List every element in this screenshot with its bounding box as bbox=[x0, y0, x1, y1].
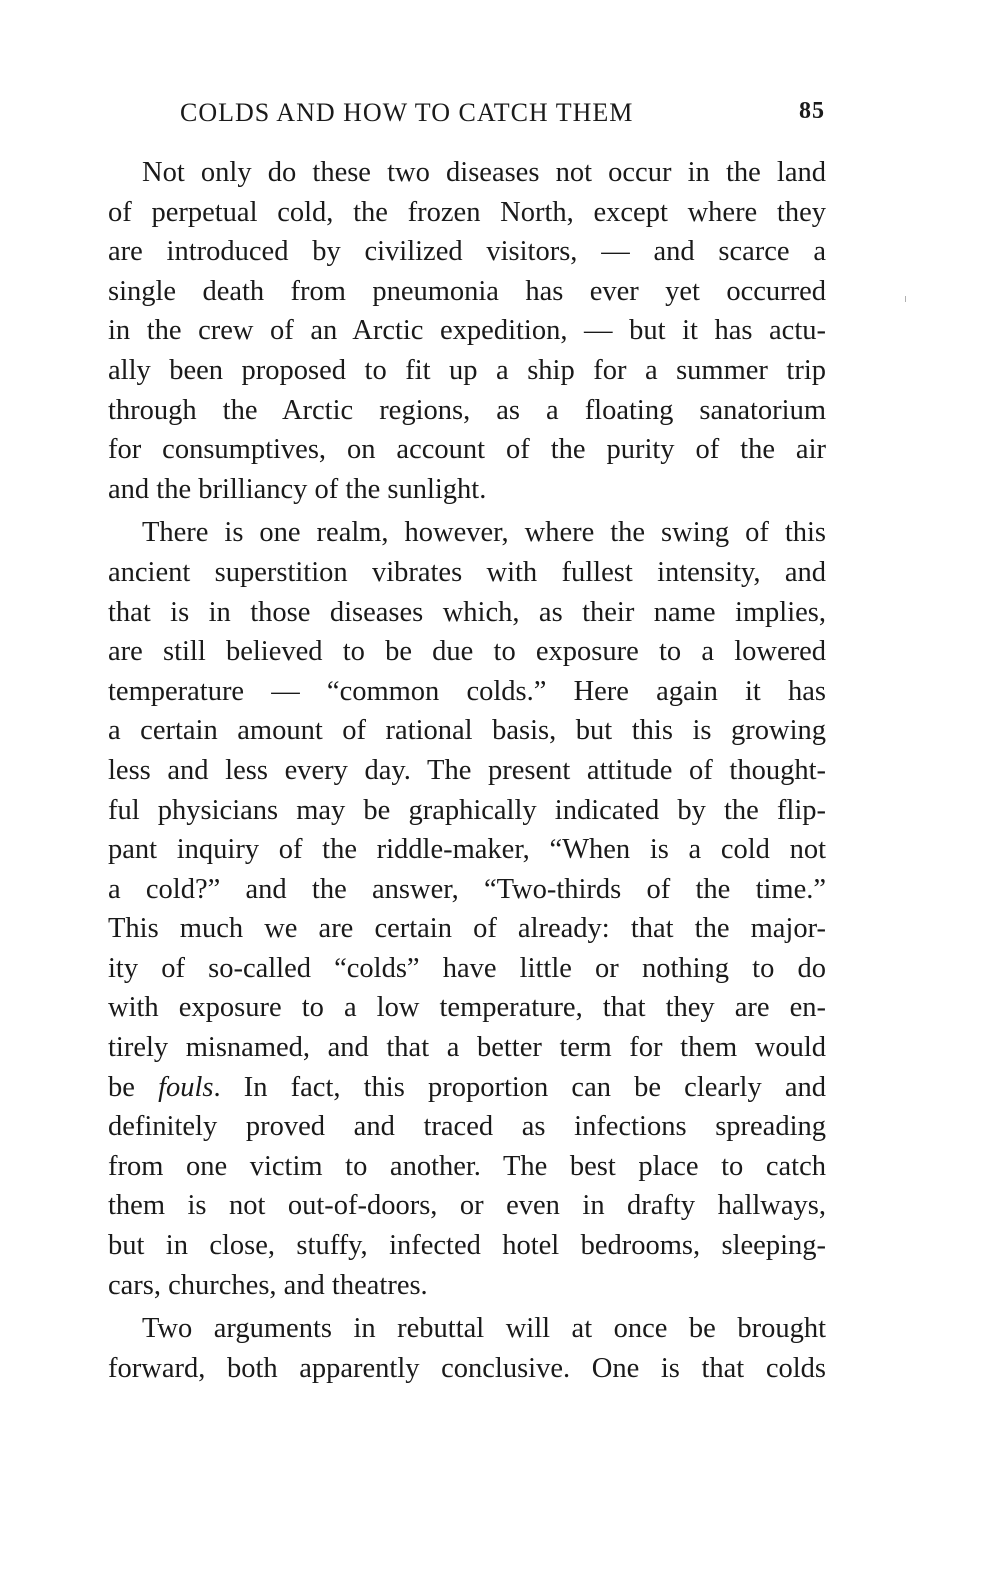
text-line: Two arguments in rebuttal will at once be brought bbox=[142, 1313, 826, 1345]
text-line: and the brilliancy of the sunlight. bbox=[108, 473, 487, 505]
text-line: less and less every day. The present attitude of thought- bbox=[108, 754, 826, 786]
text-line: definitely proved and traced as infections spreading bbox=[108, 1111, 826, 1143]
text-line: Not only do these two diseases not occur in the land bbox=[142, 157, 826, 188]
paragraph-1 bbox=[108, 153, 826, 509]
page-number: 85 bbox=[799, 98, 825, 124]
running-head bbox=[180, 98, 825, 138]
text-line: forward, both apparently conclusive. One is that colds bbox=[108, 1352, 826, 1384]
text-line: are introduced by civilized visitors, — and scarce a bbox=[108, 236, 826, 268]
text-line: that is in those diseases which, as their name implies, bbox=[108, 596, 826, 628]
text-line: a cold?” and the answer, “Two-thirds of the time.” bbox=[108, 873, 826, 905]
text-line: be fouls. In fact, this proportion can be clearly and bbox=[108, 1071, 826, 1103]
text-line: from one victim to another. The best place to catch bbox=[108, 1150, 826, 1182]
text-line: in the crew of an Arctic expedition, — but it has actu- bbox=[108, 315, 826, 347]
body-text bbox=[108, 153, 826, 1388]
text-line: ally been proposed to fit up a ship for a summer trip bbox=[108, 354, 826, 386]
text-line: with exposure to a low temperature, that they are en- bbox=[108, 992, 826, 1024]
text-line: This much we are certain of already: that the major- bbox=[108, 913, 826, 945]
text-line: of perpetual cold, the frozen North, except where they bbox=[108, 196, 826, 228]
text-line: tirely misnamed, and that a better term for them would bbox=[108, 1032, 826, 1064]
paragraph-3 bbox=[108, 1309, 826, 1388]
text-line: ity of so-called “colds” have little or nothing to do bbox=[108, 952, 826, 984]
text-line: through the Arctic regions, as a floating sanatorium bbox=[108, 394, 826, 426]
text-line: a certain amount of rational basis, but this is growing bbox=[108, 715, 826, 747]
running-title: COLDS AND HOW TO CATCH THEM bbox=[180, 98, 634, 127]
text-line: for consumptives, on account of the purity of the air bbox=[108, 434, 826, 466]
text-line: them is not out-of-doors, or even in drafty hallways, bbox=[108, 1190, 826, 1222]
text-line: but in close, stuffy, infected hotel bedrooms, sleeping- bbox=[108, 1230, 826, 1262]
margin-speck bbox=[905, 296, 906, 302]
text-line: are still believed to be due to exposure to a lowered bbox=[108, 636, 826, 668]
text-line: ancient superstition vibrates with fullest intensity, and bbox=[108, 556, 826, 588]
text-line: pant inquiry of the riddle-maker, “When is a cold not bbox=[108, 834, 826, 866]
text-line: single death from pneumonia has ever yet occurred bbox=[108, 275, 826, 307]
text-line: ful physicians may be graphically indicated by the flip- bbox=[108, 794, 826, 826]
text-line: There is one realm, however, where the swing of this bbox=[142, 517, 826, 549]
paragraph-2 bbox=[108, 513, 826, 1305]
text-line: temperature — “common colds.” Here again it has bbox=[108, 675, 826, 707]
text-line: cars, churches, and theatres. bbox=[108, 1269, 428, 1301]
